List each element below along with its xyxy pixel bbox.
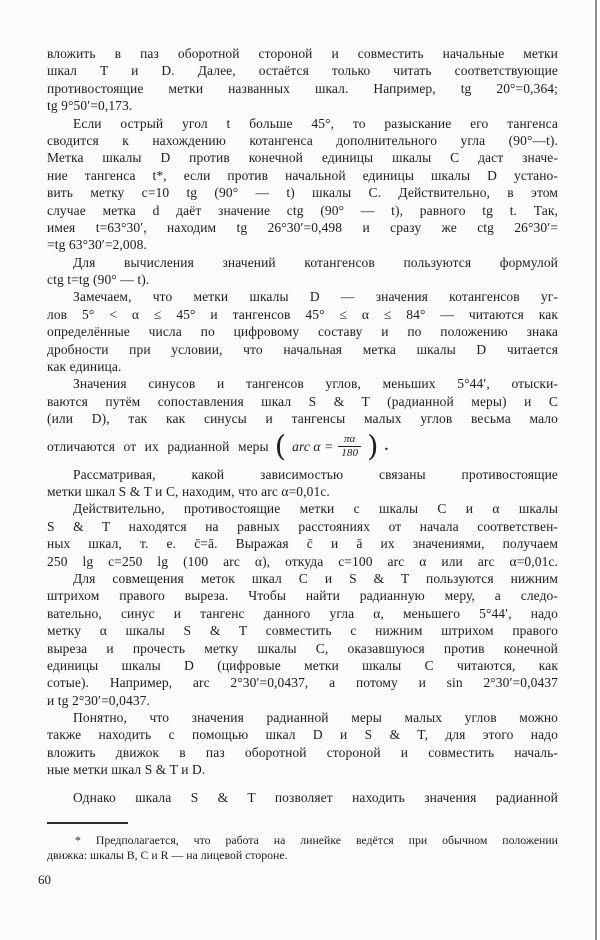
text-line: Замечаем, что метки шкалы D — значения котангенсов уг- bbox=[73, 289, 558, 305]
footnote-rule bbox=[47, 822, 128, 824]
text-line: Рассматривая, какой зависимостью связаны противостоящие bbox=[73, 466, 558, 482]
text-line: дробности при условии, что начальная метка шкалы D читается bbox=[47, 341, 558, 357]
text-line: вательно, синус и тангенс данного угла α, меньшего 5°44′, надо bbox=[47, 605, 558, 621]
text-line: лов 5° < α ≤ 45° и тангенсов 45° ≤ α ≤ 84° — читаются как bbox=[47, 306, 558, 322]
text-line: вить метку c=10 tg (90° — t) шкалы C. Действительно, в этом bbox=[47, 185, 558, 201]
page-edge-line bbox=[595, 0, 597, 940]
text-line: ваются путём сопоставления шкал S & T (радианной меры) и C bbox=[47, 393, 558, 409]
text-line: также находить с помощью шкал D и S & T, для этого надо bbox=[47, 727, 558, 743]
text-line: ных шкал, т. е. c̄=ā. Выражая c̄ и ā их значениями, получаем bbox=[47, 536, 558, 552]
text-line: метки шкал S & T и C, находим, что arc α=0,01c. bbox=[47, 483, 330, 499]
footnote bbox=[47, 822, 558, 863]
text-line: Понятно, что значения радианной меры малых углов можно bbox=[73, 710, 558, 726]
text-line: Однако шкала S & T позволяет находить значения радианной bbox=[73, 789, 558, 805]
text-line: сводится к нахождению котангенса дополнительного угла (90°—t). bbox=[47, 132, 558, 148]
close-paren: ) bbox=[367, 429, 379, 464]
footnote-line: движка: шкалы B, C и R — на лицевой стороне. bbox=[47, 848, 288, 862]
text-line: (или D), так как синусы и тангенсы малых углов весьма мало bbox=[47, 411, 558, 427]
text-line: и tg 2°30′=0,0437. bbox=[47, 692, 150, 708]
fraction bbox=[338, 433, 361, 460]
text-line: единицы шкалы D (цифровые метки шкалы C читаются, как bbox=[47, 657, 558, 673]
text-line: ние тангенса t*, если против начальной единицы шкалы D устано- bbox=[47, 167, 558, 183]
text-line: выреза и прочесть метку шкалы C, оказавшуюся против конечной bbox=[47, 640, 558, 656]
text-line: имея t=63°30′, находим tg 26°30′=0,498 и сразу же ctg 26°30′= bbox=[47, 219, 558, 235]
text-line: случае метка d даёт значение ctg (90° — t), равного tg t. Так, bbox=[47, 202, 558, 218]
text-line: tg 9°50′=0,173. bbox=[47, 98, 133, 114]
text-line: противостоящие метки названных шкал. Например, tg 20°=0,364; bbox=[47, 80, 558, 96]
text-line: Для вычисления значений котангенсов пользуются формулой bbox=[73, 254, 558, 270]
text-line: Для совмещения меток шкал C и S & T пользуются нижним bbox=[73, 570, 558, 586]
page-number: 60 bbox=[38, 872, 51, 887]
text-line: вложить в паз оборотной стороной и совместить начальные метки bbox=[47, 46, 558, 61]
text-line: сотые). Например, arc 2°30′=0,0437, а потому и sin 2°30′=0,0437 bbox=[47, 675, 558, 691]
formula-line bbox=[47, 428, 558, 466]
footnote-line: * Предполагается, что работа на линейке ведётся при обычном положении bbox=[75, 833, 558, 847]
text-line: Действительно, противостоящие метки c шкалы C и α шкалы bbox=[73, 501, 558, 517]
text-line: 250 lg c=250 lg (100 arc α), откуда c=100 arc α или arc α=0,01c. bbox=[47, 553, 558, 569]
sentence-period: . bbox=[384, 438, 389, 455]
text-column bbox=[47, 45, 558, 806]
fraction-numerator: πα bbox=[343, 432, 356, 445]
text-line: S & T находятся на равных расстояниях от начала соответствен- bbox=[47, 518, 558, 534]
text-line: ные метки шкал S & T и D. bbox=[47, 762, 206, 778]
text-line: метку α шкалы S & T совместить с нижним штрихом правого bbox=[47, 623, 558, 639]
formula-prefix-text: отличаются от их радианной меры bbox=[47, 438, 269, 454]
text-line: Значения синусов и тангенсов углов, меньших 5°44′, отыски- bbox=[73, 376, 558, 392]
formula-lhs: arc α = bbox=[292, 438, 334, 454]
text-line: ctg t=tg (90° — t). bbox=[47, 272, 150, 288]
text-line: определённые числа по цифровому составу и по положению знака bbox=[47, 324, 558, 340]
open-paren: ( bbox=[274, 429, 287, 464]
fraction-denominator: 180 bbox=[338, 446, 361, 460]
text-line: шкал T и D. Далее, остаётся только читать соответствующие bbox=[47, 63, 558, 79]
text-line: =tg 63°30′=2,008. bbox=[47, 237, 147, 253]
text-line: Метка шкалы D против конечной единицы шкалы C даст значе- bbox=[47, 150, 558, 166]
text-line: штрихом правого выреза. Чтобы найти радианную меру, а следо- bbox=[47, 588, 558, 604]
text-line: Если острый угол t больше 45°, то разыскание его тангенса bbox=[73, 115, 558, 131]
text-line: как единица. bbox=[47, 359, 122, 375]
text-line: вложить движок в паз оборотной стороной и совместить началь- bbox=[47, 744, 558, 760]
